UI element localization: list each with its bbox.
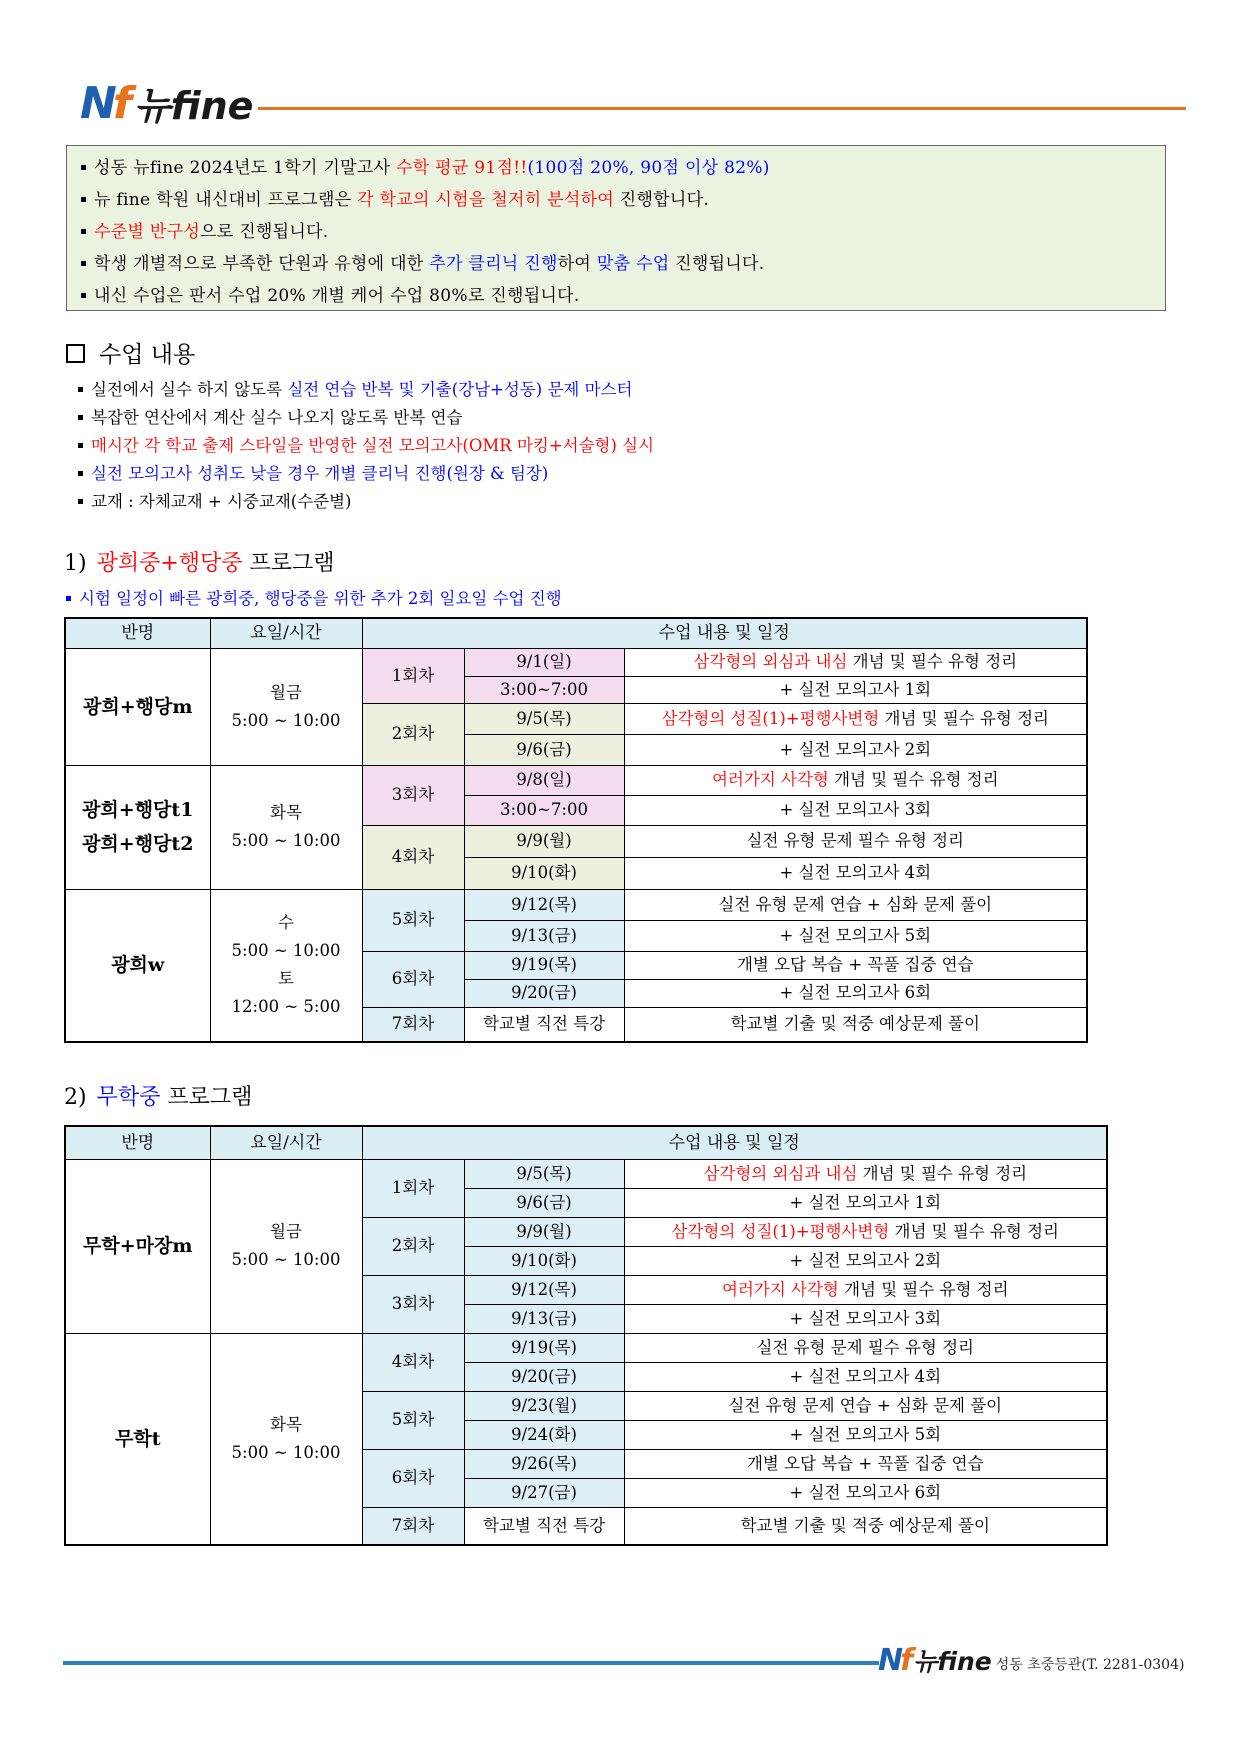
session-content: 개별 오답 복습 + 꼭풀 집중 연습 [624,1449,1107,1478]
bullet-icon [78,387,83,392]
bullet-icon [78,415,83,420]
program1-note: 시험 일정이 빠른 광희중, 행당중을 위한 추가 2회 일요일 수업 진행 [66,587,562,611]
session-date: 9/6(금) [464,1188,624,1217]
session-label: 4회차 [362,825,464,889]
session-label: 5회차 [362,889,464,951]
session-date: 9/27(금) [464,1478,624,1507]
header-class: 반명 [65,1126,210,1159]
session-content: + 실전 모의고사 5회 [624,1420,1107,1449]
class-name: 무학+마장m [65,1159,210,1333]
list-item: 복잡한 연산에서 계산 실수 나오지 않도록 반복 연습 [78,404,654,432]
table-row [65,1159,1107,1188]
session-content: + 실전 모의고사 2회 [624,734,1087,765]
session-label: 6회차 [362,1449,464,1507]
table-row [65,1333,1107,1362]
program2-heading: 2) 무학중 프로그램 [64,1085,253,1110]
bullet-icon [81,293,86,298]
footer-contact: 성동 초중등관(T. 2281-0304) [995,1657,1185,1673]
session-content: + 실전 모의고사 4회 [624,1362,1107,1391]
session-date: 9/9(월) [464,1217,624,1246]
session-label: 7회차 [362,1507,464,1545]
session-content: 실전 유형 문제 연습 + 심화 문제 풀이 [624,889,1087,920]
footer-brand [878,1643,1185,1678]
footer-divider [63,1661,879,1665]
class-time: 수 5:00 ~ 10:00 토 12:00 ~ 5:00 [210,889,362,1042]
list-item: 실전 모의고사 성취도 낮을 경우 개별 클리닉 진행(원장 & 팀장) [78,460,654,488]
table-header-row [65,618,1087,648]
class-name: 무학t [65,1333,210,1545]
session-content: 실전 유형 문제 필수 유형 정리 [624,1333,1107,1362]
program1-schedule-table [64,617,1088,1043]
logo-text: 뉴fine [913,1647,992,1676]
session-content: + 실전 모의고사 1회 [624,1188,1107,1217]
session-date: 3:00~7:00 [464,676,624,703]
session-label: 3회차 [362,1275,464,1333]
session-content: 학교별 기출 및 적중 예상문제 풀이 [624,1507,1107,1545]
bullet-icon [81,165,86,170]
session-content: + 실전 모의고사 3회 [624,1304,1107,1333]
class-time: 월금 5:00 ~ 10:00 [210,1159,362,1333]
session-date: 3:00~7:00 [464,795,624,825]
session-content: + 실전 모의고사 2회 [624,1246,1107,1275]
bullet-icon [78,471,83,476]
notice-box [66,145,1166,311]
checkbox-square-icon [66,344,85,363]
session-date: 9/13(금) [464,1304,624,1333]
notice-row: 내신 수업은 판서 수업 20% 개별 케어 수업 80%로 진행됩니다. [81,280,1151,312]
logo-text: 뉴fine [133,84,254,128]
class-time: 화목 5:00 ~ 10:00 [210,1333,362,1545]
session-label: 5회차 [362,1391,464,1449]
session-date: 9/9(월) [464,825,624,857]
session-content: 삼각형의 성질(1)+평행사변형 개념 및 필수 유형 정리 [624,703,1087,734]
session-label: 1회차 [362,648,464,703]
session-date: 학교별 직전 특강 [464,1507,624,1545]
session-date: 9/26(목) [464,1449,624,1478]
notice-row: 학생 개별적으로 부족한 단원과 유형에 대한 추가 클리닉 진행하여 맞춤 수업 진행됩니다. [81,248,1151,280]
table-row [65,648,1087,676]
class-name: 광희+행당t1 광희+행당t2 [65,765,210,889]
list-item: 실전에서 실수 하지 않도록 실전 연습 반복 및 기출(강남+성동) 문제 마스터 [78,376,654,404]
logo-mark-icon: Nf [878,1643,911,1678]
session-date: 9/24(화) [464,1420,624,1449]
session-content: 실전 유형 문제 필수 유형 정리 [624,825,1087,857]
session-date: 9/13(금) [464,920,624,951]
session-content: 실전 유형 문제 연습 + 심화 문제 풀이 [624,1391,1107,1420]
session-content: + 실전 모의고사 6회 [624,979,1087,1007]
logo-mark-icon: Nf [80,78,128,129]
header-class: 반명 [65,618,210,648]
session-date: 9/23(월) [464,1391,624,1420]
session-date: 9/19(목) [464,1333,624,1362]
session-label: 7회차 [362,1007,464,1042]
program1-heading: 1) 광희중+행당중 프로그램 [64,551,335,576]
program2-schedule-table [64,1125,1108,1546]
session-content: + 실전 모의고사 4회 [624,857,1087,889]
session-content: + 실전 모의고사 3회 [624,795,1087,825]
session-date: 9/19(목) [464,951,624,979]
session-content: + 실전 모의고사 1회 [624,676,1087,703]
class-time: 월금 5:00 ~ 10:00 [210,648,362,765]
header-time: 요일/시간 [210,618,362,648]
class-name: 광희+행당m [65,648,210,765]
notice-row: 뉴 fine 학원 내신대비 프로그램은 각 학교의 시험을 철저히 분석하여 진행합니다. [81,184,1151,216]
section-heading-content: 수업 내용 [66,340,195,370]
bullet-icon [81,197,86,202]
session-date: 9/1(일) [464,648,624,676]
session-date: 9/12(목) [464,1275,624,1304]
session-date: 9/5(목) [464,703,624,734]
session-label: 1회차 [362,1159,464,1217]
session-date: 9/12(목) [464,889,624,920]
header-divider [258,107,1186,110]
session-content: 여러가지 사각형 개념 및 필수 유형 정리 [624,765,1087,795]
bullet-icon [81,261,86,266]
session-date: 9/20(금) [464,1362,624,1391]
bullet-icon [78,499,83,504]
notice-row: 수준별 반구성으로 진행됩니다. [81,216,1151,248]
class-time: 화목 5:00 ~ 10:00 [210,765,362,889]
session-date: 9/10(화) [464,857,624,889]
list-item: 교재 : 자체교재 + 시중교재(수준별) [78,488,654,516]
session-content: + 실전 모의고사 5회 [624,920,1087,951]
brand-logo [80,70,254,129]
bullet-icon [78,443,83,448]
bullet-icon [81,229,86,234]
session-content: 삼각형의 외심과 내심 개념 및 필수 유형 정리 [624,648,1087,676]
session-label: 3회차 [362,765,464,825]
session-label: 4회차 [362,1333,464,1391]
session-date: 9/5(목) [464,1159,624,1188]
session-content: 개별 오답 복습 + 꼭풀 집중 연습 [624,951,1087,979]
table-row [65,765,1087,795]
header-content: 수업 내용 및 일정 [362,1126,1107,1159]
session-label: 6회차 [362,951,464,1007]
session-date: 9/10(화) [464,1246,624,1275]
session-date: 9/6(금) [464,734,624,765]
notice-row: 성동 뉴fine 2024년도 1학기 기말고사 수학 평균 91점!!(100점 20%, 90점 이상 82%) [81,152,1151,184]
class-name: 광희w [65,889,210,1042]
session-content: 학교별 기출 및 적중 예상문제 풀이 [624,1007,1087,1042]
session-content: + 실전 모의고사 6회 [624,1478,1107,1507]
table-header-row [65,1126,1107,1159]
bullet-icon [66,596,71,601]
table-row [65,889,1087,920]
header-time: 요일/시간 [210,1126,362,1159]
session-label: 2회차 [362,703,464,765]
session-content: 삼각형의 성질(1)+평행사변형 개념 및 필수 유형 정리 [624,1217,1107,1246]
session-content: 여러가지 사각형 개념 및 필수 유형 정리 [624,1275,1107,1304]
session-date: 학교별 직전 특강 [464,1007,624,1042]
session-label: 2회차 [362,1217,464,1275]
session-date: 9/8(일) [464,765,624,795]
session-date: 9/20(금) [464,979,624,1007]
list-item: 매시간 각 학교 출제 스타일을 반영한 실전 모의고사(OMR 마킹+서술형) 실시 [78,432,654,460]
content-list [78,376,654,516]
header-content: 수업 내용 및 일정 [362,618,1087,648]
session-content: 삼각형의 외심과 내심 개념 및 필수 유형 정리 [624,1159,1107,1188]
